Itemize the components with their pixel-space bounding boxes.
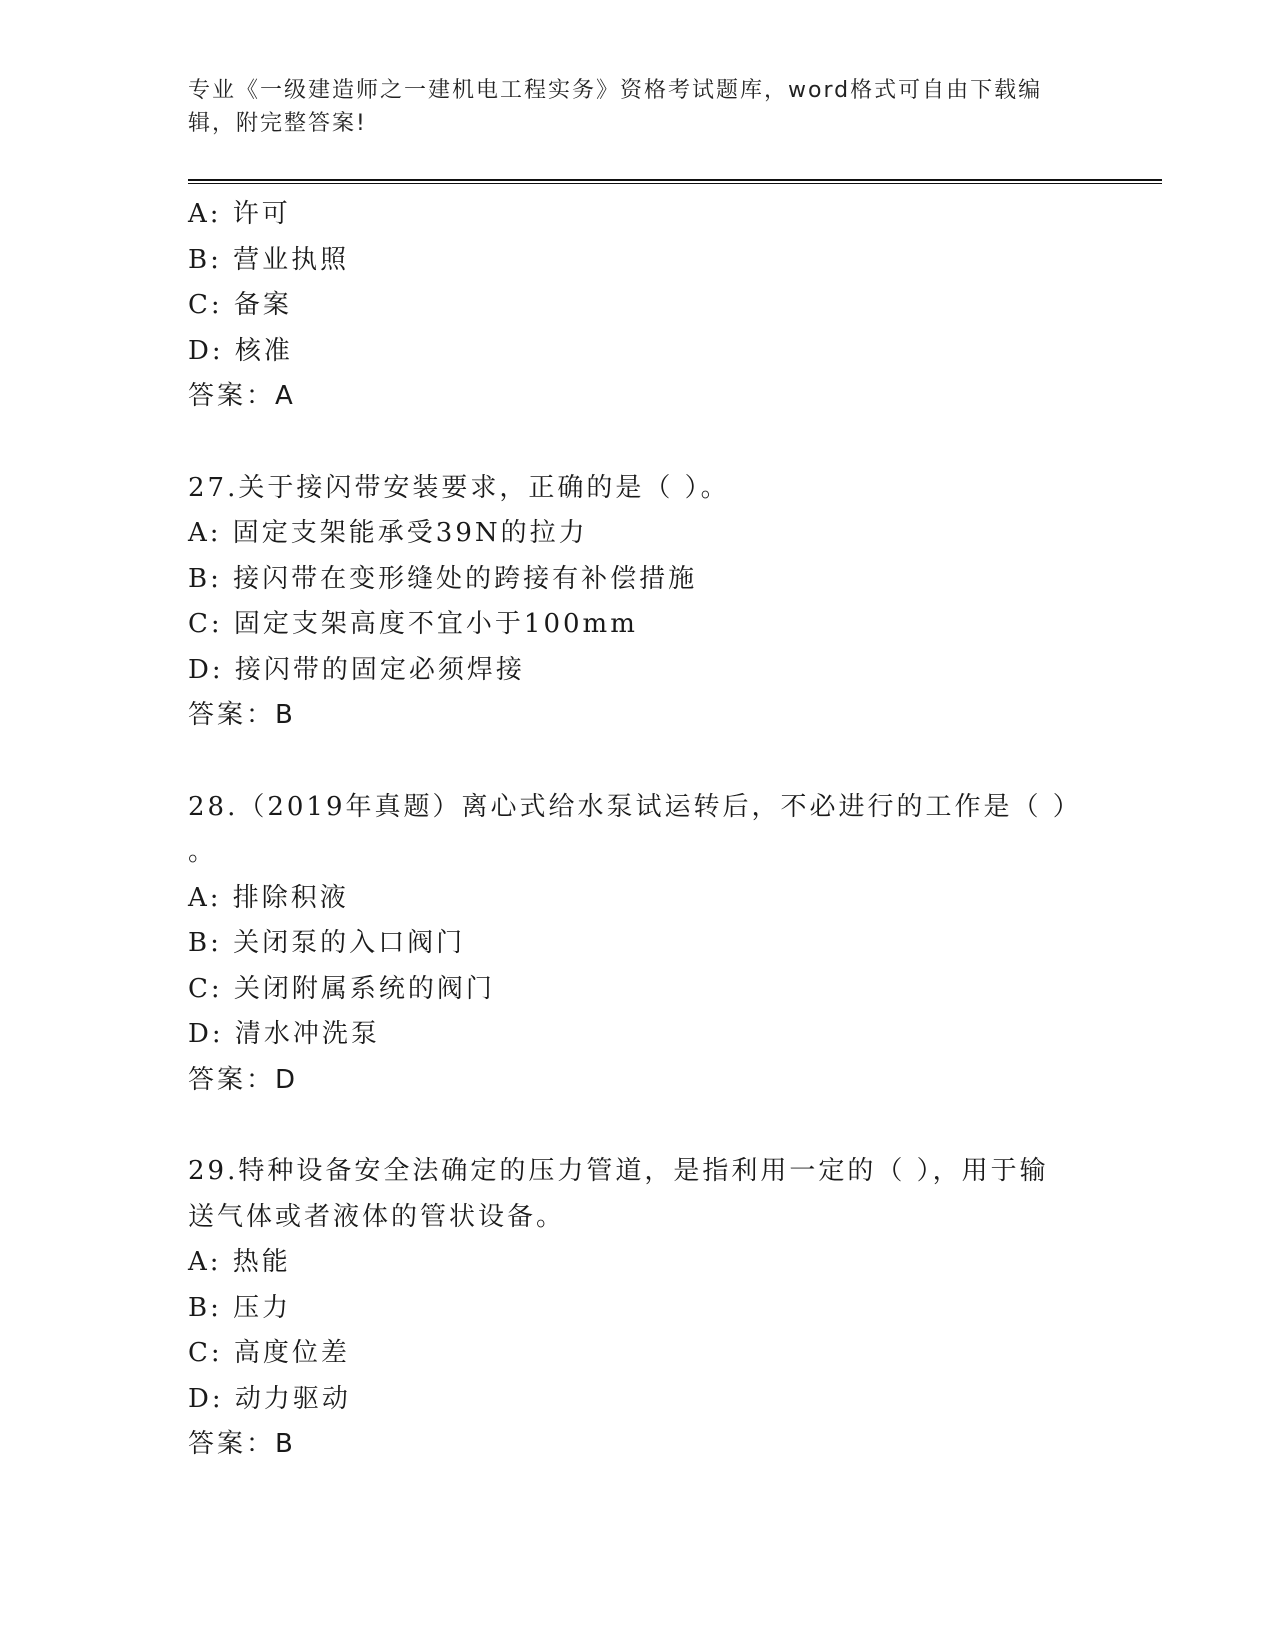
- q29-option-c: C: 高度位差: [188, 1338, 350, 1368]
- question-29-continuation: 送气体或者液体的管状设备。: [188, 1201, 566, 1232]
- header-line-2: 辑，附完整答案!: [188, 111, 367, 136]
- document-header: [188, 74, 1068, 140]
- q28-option-a: A: 排除积液: [188, 882, 349, 913]
- question-29: 29.特种设备安全法确定的压力管道，是指利用一定的（ ），用于输: [188, 1156, 1049, 1186]
- question-list: [188, 192, 1088, 1468]
- q28-option-c: C: 关闭附属系统的阀门: [188, 973, 495, 1004]
- q29-option-d: D: 动力驱动: [188, 1383, 351, 1414]
- q27-option-d: D: 接闪带的固定必须焊接: [188, 654, 525, 685]
- q27-option-b: B: 接闪带在变形缝处的跨接有补偿措施: [188, 563, 698, 594]
- q28-option-d: D: 清水冲洗泵: [188, 1019, 380, 1049]
- question-28-continuation: 。: [188, 837, 218, 867]
- q27-option-c: C: 固定支架高度不宜小于100mm: [188, 609, 638, 639]
- option-a: A: 许可: [188, 199, 291, 229]
- header-rule-thin: [188, 183, 1162, 184]
- q27-answer: 答案：B: [188, 700, 296, 730]
- q29-answer: 答案：B: [188, 1429, 296, 1459]
- option-b: B: 营业执照: [188, 244, 350, 275]
- answer: 答案：A: [188, 381, 296, 411]
- header-line-1: 专业《一级建造师之一建机电工程实务》资格考试题库，word格式可自由下载编: [188, 78, 1043, 103]
- q28-option-b: B: 关闭泵的入口阀门: [188, 928, 466, 958]
- option-c: C: 备案: [188, 290, 292, 320]
- q28-answer: 答案：D: [188, 1064, 299, 1095]
- question-27: 27.关于接闪带安装要求，正确的是（ ）。: [188, 472, 730, 503]
- q29-option-b: B: 压力: [188, 1292, 292, 1323]
- q29-option-a: A: 热能: [188, 1247, 291, 1277]
- q27-option-a: A: 固定支架能承受39N的拉力: [188, 518, 588, 548]
- question-28: 28.（2019年真题）离心式给水泵试运转后，不必进行的工作是（ ）: [188, 791, 1082, 822]
- header-rule-thick: [188, 179, 1162, 181]
- option-d: D: 核准: [188, 335, 293, 366]
